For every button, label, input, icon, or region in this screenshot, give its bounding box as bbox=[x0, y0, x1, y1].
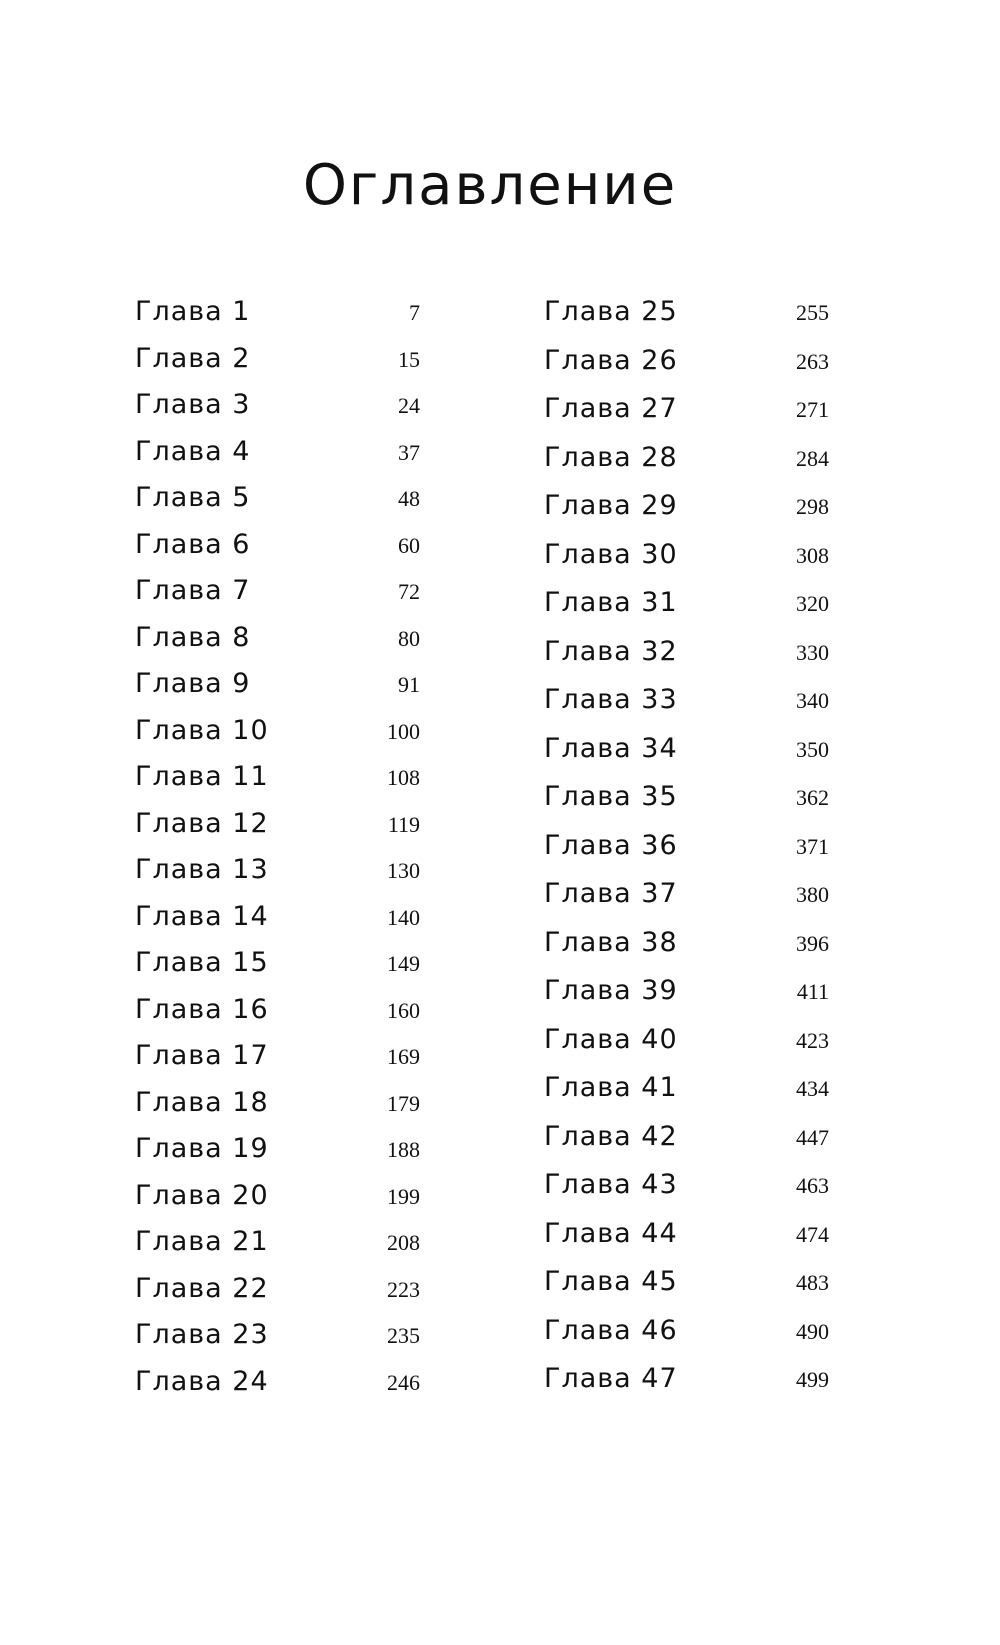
toc-entry[interactable] bbox=[544, 1169, 829, 1218]
toc-entry[interactable] bbox=[135, 529, 420, 576]
page-number: 91 bbox=[398, 672, 420, 697]
chapter-label: Глава 27 bbox=[544, 393, 678, 424]
page-number: 199 bbox=[387, 1183, 420, 1209]
chapter-label: Глава 21 bbox=[135, 1226, 269, 1257]
page-number: 160 bbox=[387, 997, 420, 1023]
chapter-label: Глава 26 bbox=[544, 344, 678, 376]
page-number: 447 bbox=[796, 1124, 829, 1150]
toc-entry[interactable] bbox=[135, 1319, 420, 1366]
page-number: 255 bbox=[796, 300, 829, 325]
toc-entry[interactable] bbox=[135, 761, 420, 808]
page-number: 130 bbox=[387, 858, 420, 883]
page-number: 396 bbox=[796, 930, 829, 956]
page-number: 474 bbox=[796, 1221, 829, 1247]
chapter-label: Глава 4 bbox=[135, 435, 251, 467]
page-number: 7 bbox=[409, 300, 420, 325]
page-number: 340 bbox=[796, 688, 829, 713]
toc-entry[interactable] bbox=[135, 343, 420, 390]
chapter-label: Глава 40 bbox=[544, 1023, 678, 1055]
page-number: 330 bbox=[796, 639, 829, 665]
page-number: 463 bbox=[796, 1173, 829, 1198]
chapter-label: Глава 17 bbox=[135, 1040, 269, 1071]
toc-entry[interactable] bbox=[544, 393, 829, 442]
toc-entry[interactable] bbox=[135, 668, 420, 715]
chapter-label: Глава 31 bbox=[544, 587, 678, 618]
toc-entry[interactable] bbox=[544, 830, 829, 879]
toc-entry[interactable] bbox=[544, 781, 829, 830]
chapter-label: Глава 23 bbox=[135, 1319, 269, 1350]
page-number: 271 bbox=[796, 397, 829, 422]
page-title: Оглавление bbox=[302, 153, 678, 218]
chapter-label: Глава 18 bbox=[135, 1086, 269, 1118]
toc-entry[interactable] bbox=[544, 684, 829, 733]
toc-entry[interactable] bbox=[544, 296, 829, 345]
toc-entry[interactable] bbox=[544, 1218, 829, 1267]
page-number: 308 bbox=[796, 542, 829, 568]
chapter-label: Глава 9 bbox=[135, 668, 251, 699]
toc-entry[interactable] bbox=[544, 345, 829, 394]
toc-entry[interactable] bbox=[544, 1072, 829, 1121]
chapter-label: Глава 14 bbox=[135, 900, 269, 932]
toc-entry[interactable] bbox=[135, 575, 420, 622]
chapter-label: Глава 24 bbox=[135, 1365, 269, 1397]
page-number: 246 bbox=[387, 1369, 420, 1395]
chapter-label: Глава 2 bbox=[135, 342, 251, 374]
toc-entry[interactable] bbox=[135, 1180, 420, 1227]
toc-entry[interactable] bbox=[135, 1133, 420, 1180]
toc-entry[interactable] bbox=[544, 587, 829, 636]
chapter-label: Глава 11 bbox=[135, 761, 269, 792]
page-number: 434 bbox=[796, 1076, 829, 1101]
page-number: 179 bbox=[387, 1090, 420, 1116]
toc-entry[interactable] bbox=[135, 389, 420, 436]
page-number: 72 bbox=[398, 579, 420, 604]
chapter-label: Глава 42 bbox=[544, 1120, 678, 1152]
chapter-label: Глава 22 bbox=[135, 1272, 269, 1304]
toc-entry[interactable] bbox=[135, 854, 420, 901]
toc-entry[interactable] bbox=[544, 733, 829, 782]
chapter-label: Глава 36 bbox=[544, 829, 678, 861]
page-number: 48 bbox=[398, 486, 420, 511]
page-number: 119 bbox=[387, 811, 420, 837]
toc-entry[interactable] bbox=[135, 1087, 420, 1134]
toc-entry[interactable] bbox=[135, 1366, 420, 1413]
toc-entry[interactable] bbox=[544, 975, 829, 1024]
page-number: 499 bbox=[796, 1367, 829, 1392]
chapter-label: Глава 30 bbox=[544, 538, 678, 570]
toc-entry[interactable] bbox=[135, 436, 420, 483]
chapter-label: Глава 45 bbox=[544, 1266, 678, 1297]
chapter-label: Глава 3 bbox=[135, 389, 251, 420]
chapter-label: Глава 20 bbox=[135, 1179, 269, 1211]
page-number: 208 bbox=[387, 1230, 420, 1255]
page-number: 235 bbox=[387, 1323, 420, 1348]
page-number: 188 bbox=[387, 1137, 420, 1162]
chapter-label: Глава 6 bbox=[135, 528, 251, 560]
toc-entry[interactable] bbox=[135, 1040, 420, 1087]
toc-entry[interactable] bbox=[135, 808, 420, 855]
toc-entry[interactable] bbox=[135, 482, 420, 529]
page-number: 371 bbox=[796, 833, 829, 859]
chapter-label: Глава 37 bbox=[544, 878, 678, 909]
page-number: 263 bbox=[796, 348, 829, 374]
page-number: 223 bbox=[387, 1276, 420, 1302]
chapter-label: Глава 41 bbox=[544, 1072, 678, 1103]
toc-entry[interactable] bbox=[544, 1024, 829, 1073]
page-number: 149 bbox=[387, 951, 420, 976]
chapter-label: Глава 32 bbox=[544, 635, 678, 667]
chapter-label: Глава 38 bbox=[544, 926, 678, 958]
chapter-label: Глава 39 bbox=[544, 975, 678, 1006]
chapter-label: Глава 34 bbox=[544, 732, 678, 764]
chapter-label: Глава 44 bbox=[544, 1217, 678, 1249]
toc-entry[interactable] bbox=[544, 539, 829, 588]
page-number: 100 bbox=[387, 718, 420, 744]
page-number: 320 bbox=[796, 591, 829, 616]
chapter-label: Глава 7 bbox=[135, 575, 251, 606]
toc-entry[interactable] bbox=[135, 994, 420, 1041]
chapter-label: Глава 19 bbox=[135, 1133, 269, 1164]
toc-column-right bbox=[544, 296, 829, 1412]
page-number: 284 bbox=[796, 445, 829, 471]
chapter-label: Глава 16 bbox=[135, 993, 269, 1025]
toc-entry[interactable] bbox=[544, 1266, 829, 1315]
page-number: 169 bbox=[387, 1044, 420, 1069]
toc-entry[interactable] bbox=[135, 947, 420, 994]
page-number: 298 bbox=[796, 494, 829, 519]
page-number: 362 bbox=[796, 785, 829, 810]
chapter-label: Глава 29 bbox=[544, 490, 678, 521]
page-number: 37 bbox=[398, 439, 420, 465]
chapter-label: Глава 5 bbox=[135, 482, 251, 513]
toc-entry[interactable] bbox=[135, 622, 420, 669]
chapter-label: Глава 15 bbox=[135, 947, 269, 978]
page-number: 490 bbox=[796, 1318, 829, 1344]
page-number: 24 bbox=[398, 393, 420, 418]
chapter-label: Глава 46 bbox=[544, 1314, 678, 1346]
page-number: 108 bbox=[387, 765, 420, 790]
chapter-label: Глава 47 bbox=[544, 1363, 678, 1394]
page-number: 80 bbox=[398, 625, 420, 651]
chapter-label: Глава 43 bbox=[544, 1169, 678, 1200]
page-number: 380 bbox=[796, 882, 829, 907]
toc-entry[interactable] bbox=[135, 1273, 420, 1320]
toc-entry[interactable] bbox=[544, 636, 829, 685]
chapter-label: Глава 1 bbox=[135, 296, 251, 327]
page-number: 140 bbox=[387, 904, 420, 930]
chapter-label: Глава 8 bbox=[135, 621, 251, 653]
toc-entry[interactable] bbox=[544, 878, 829, 927]
toc-entry[interactable] bbox=[544, 1363, 829, 1412]
toc-entry[interactable] bbox=[544, 1315, 829, 1364]
page-number: 483 bbox=[796, 1270, 829, 1295]
toc-entry[interactable] bbox=[544, 442, 829, 491]
chapter-label: Глава 12 bbox=[135, 807, 269, 839]
page-number: 411 bbox=[796, 979, 829, 1004]
chapter-label: Глава 35 bbox=[544, 781, 678, 812]
toc-entry[interactable] bbox=[544, 490, 829, 539]
toc-column-left bbox=[135, 296, 420, 1412]
toc-entry[interactable] bbox=[135, 715, 420, 762]
chapter-label: Глава 10 bbox=[135, 714, 269, 746]
chapter-label: Глава 25 bbox=[544, 296, 678, 327]
page-number: 423 bbox=[796, 1027, 829, 1053]
chapter-label: Глава 13 bbox=[135, 854, 269, 885]
toc-entry[interactable] bbox=[544, 1121, 829, 1170]
chapter-label: Глава 28 bbox=[544, 441, 678, 473]
toc-entry[interactable] bbox=[135, 1226, 420, 1273]
toc-entry[interactable] bbox=[544, 927, 829, 976]
page-number: 15 bbox=[398, 346, 420, 372]
toc-entry[interactable] bbox=[135, 901, 420, 948]
page-number: 350 bbox=[796, 736, 829, 762]
chapter-label: Глава 33 bbox=[544, 684, 678, 715]
page-number: 60 bbox=[398, 532, 420, 558]
toc-entry[interactable] bbox=[135, 296, 420, 343]
